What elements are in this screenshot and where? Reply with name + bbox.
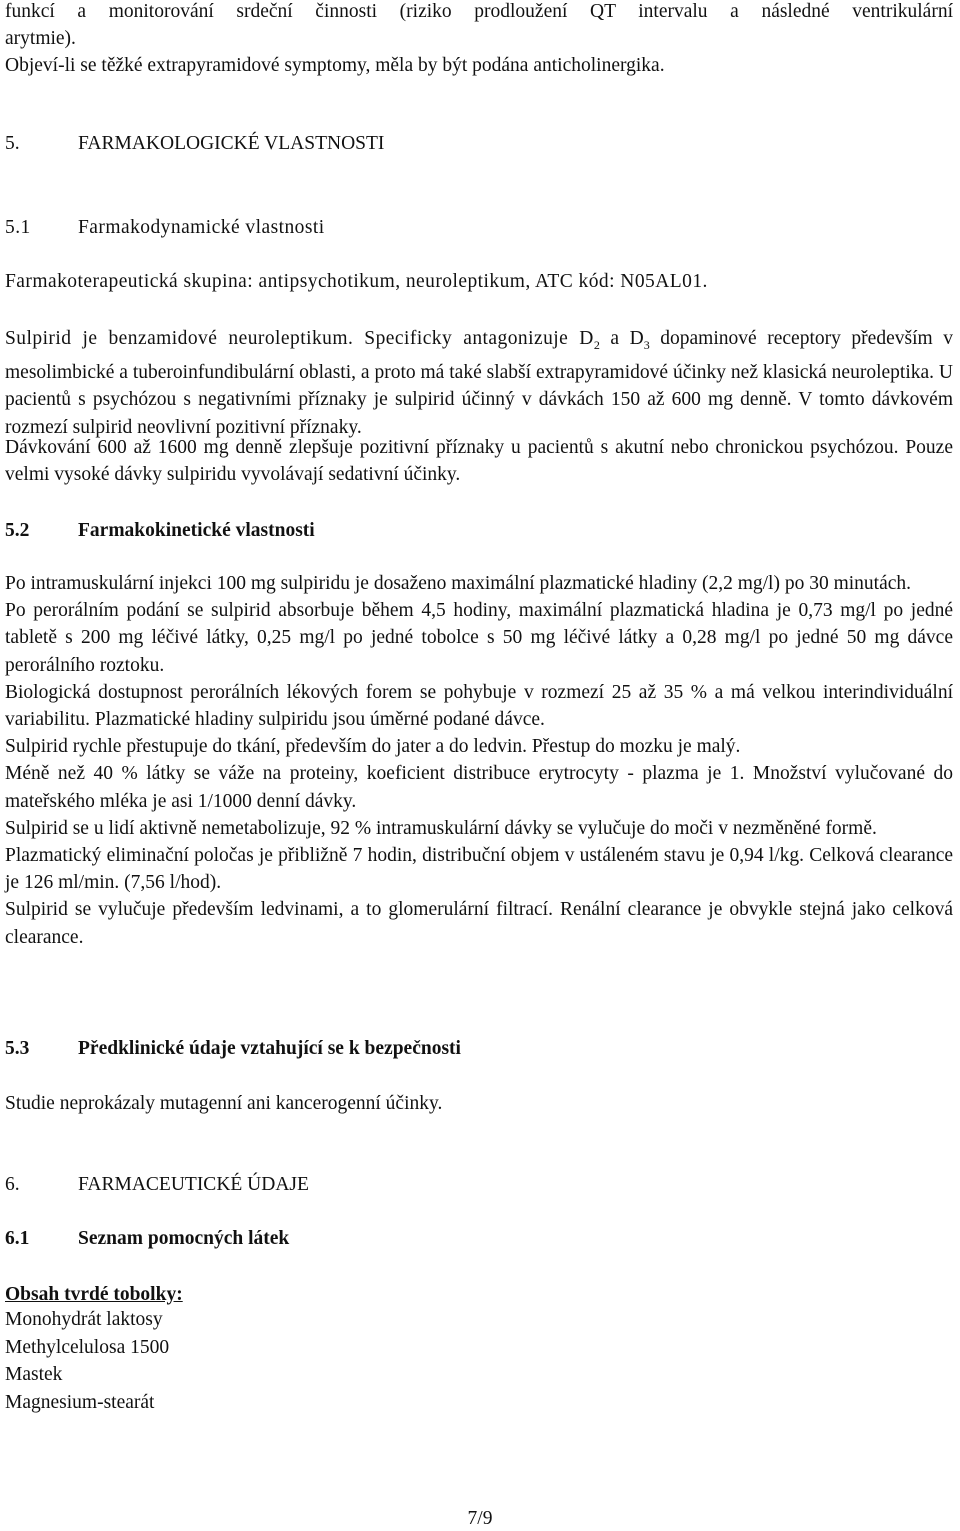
section-5-1-title: Farmakodynamické vlastnosti [78, 217, 325, 238]
excipient-item: Mastek [5, 1364, 63, 1385]
section-5-3-title: Předklinické údaje vztahující se k bezpečnosti [78, 1038, 461, 1059]
section-6-1-heading [5, 1225, 289, 1252]
intro-line-1: funkcí a monitorování srdeční činnosti (riziko prodloužení QT intervalu a následné ventrikulární [5, 1, 953, 22]
d2-subscript: 2 [593, 337, 600, 352]
section-5-title: FARMAKOLOGICKÉ VLASTNOSTI [78, 133, 385, 154]
d3-subscript: 3 [643, 337, 650, 352]
section-5-3-number: 5.3 [5, 1038, 30, 1059]
preclinical-text: Studie neprokázaly mutagenní ani kancerogenní účinky. [5, 1093, 443, 1114]
pk-paragraph: Biologická dostupnost perorálních lékových forem se pohybuje v rozmezí 25 až 35 % a má velkou interindividuální variabilitu. Plazmatické hladiny sulpiridu jsou úměrné podané dávce. [5, 681, 953, 731]
section-6-number: 6. [5, 1174, 20, 1195]
pd-text-a: Sulpirid je benzamidové neuroleptikum. Specificky antagonizuje D [5, 328, 594, 349]
pk-paragraph: Sulpirid se u lidí aktivně nemetabolizuje, 92 % intramuskulární dávky se vylučuje do moči v nezměněné formě. [5, 817, 877, 839]
page-number: 7/9 [467, 1508, 493, 1529]
section-6-title: FARMACEUTICKÉ ÚDAJE [78, 1174, 309, 1195]
pk-paragraph: Sulpirid rychle přestupuje do tkání, především do jater a do ledvin. Přestup do mozku je malý. [5, 736, 741, 758]
pk-paragraph: Plazmatický eliminační poločas je přibližně 7 hodin, distribuční objem v ustáleném stavu je 0,94 l/kg. Celková clearance je 126 ml/min. (7,56 l/hod). [5, 845, 953, 894]
pd-text-c: dopaminové receptory především v mesolimbické a tuberoinfundibulární oblasti, a proto má také slabší extrapyramidové účinky než klasická neuroleptika. U pacientů s psychózou s negativními příznaky je sulpirid účinný v dávkách 150 až 600 mg denně. V tomto dávkovém rozmezí sulpirid neovlivní pozitivní příznaky. [5, 328, 953, 438]
section-5-1-number: 5.1 [5, 217, 31, 238]
dosing-paragraph: Dávkování 600 až 1600 mg denně zlepšuje pozitivní příznaky u pacientů s akutní nebo chronickou psychózou. Pouze velmi vysoké dávky sulpiridu vyvolávají sedativní účinky. [5, 437, 953, 486]
capsule-content-subheading: Obsah tvrdé tobolky: [5, 1284, 183, 1305]
pk-paragraph: Sulpirid se vylučuje především ledvinami, a to glomerulární filtrací. Renální clearance je obvykle stejná jako celková clearance. [5, 899, 953, 948]
pd-text-b: a D [599, 328, 644, 349]
section-5-heading [5, 130, 384, 157]
intro-line-2: arytmie). [5, 28, 76, 50]
pharmacodynamics-paragraph [5, 325, 953, 441]
pk-paragraph: Po perorálním podání se sulpirid absorbuje během 4,5 hodiny, maximální plazmatická hladina je 0,73 mg/l po jedné tabletě s 200 mg léčivé látky, 0,25 mg/l po jedné tobolce s 50 mg léčivé látky a 0,28 mg/l po jedné 50 mg dávce perorálního roztoku. [5, 600, 953, 676]
excipient-list [5, 1306, 953, 1416]
atc-line: Farmakoterapeutická skupina: antipsychotikum, neuroleptikum, ATC kód: N05AL01. [5, 271, 708, 292]
section-5-number: 5. [5, 133, 20, 154]
section-6-1-number: 6.1 [5, 1228, 30, 1249]
intro-paragraph [5, 0, 953, 80]
section-6-1-title: Seznam pomocných látek [78, 1228, 290, 1249]
section-6-heading [5, 1171, 309, 1198]
pk-paragraph: Po intramuskulární injekci 100 mg sulpiridu je dosaženo maximální plazmatické hladiny (2,2 mg/l) po 30 minutách. [5, 573, 912, 594]
excipient-item: Monohydrát laktosy [5, 1309, 163, 1330]
section-5-3-heading [5, 1035, 461, 1062]
excipient-item: Methylcelulosa 1500 [5, 1336, 170, 1358]
section-5-2-heading [5, 517, 315, 544]
intro-line-3: Objeví-li se těžké extrapyramidové symptomy, měla by být podána anticholinergika. [5, 55, 665, 77]
pk-paragraph: Méně než 40 % látky se váže na proteiny, koeficient distribuce erytrocyty - plazma je 1. Množství vylučované do mateřského mléka je asi 1/1000 denní dávky. [5, 763, 953, 812]
excipient-item: Magnesium-stearát [5, 1391, 155, 1413]
section-5-2-title: Farmakokinetické vlastnosti [78, 520, 315, 541]
section-5-2-number: 5.2 [5, 520, 30, 541]
pharmacokinetics-paragraphs [5, 570, 953, 951]
section-5-1-heading [5, 214, 325, 241]
